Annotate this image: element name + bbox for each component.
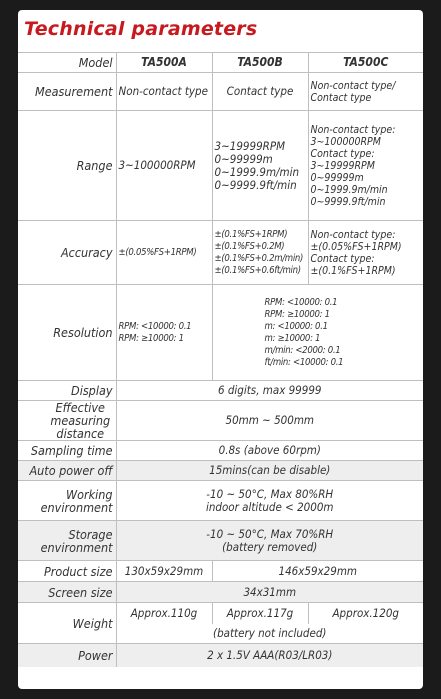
resolution-bc-line: ft/min: <10000: 0.1 [264, 356, 344, 368]
label-working: Working environment [18, 481, 116, 521]
storage-line: -10 ~ 50°C, Max 70%RH [206, 526, 334, 541]
resolution-bc-line: RPM: <10000: 0.1 [264, 296, 338, 308]
label-product-size: Product size [18, 561, 116, 582]
accuracy-b-line: ±(0.1%FS+0.6ft/min) [214, 264, 301, 276]
accuracy-c-line: Contact type: [310, 252, 375, 265]
storage-value [116, 521, 423, 561]
weight-a: Approx.110g [116, 603, 212, 624]
storage-line: (battery removed) [222, 539, 318, 554]
range-b-line: 0~1999.9m/min [214, 164, 300, 179]
working-value [116, 481, 423, 521]
row-sampling [18, 441, 423, 461]
label-storage: Storage environment [18, 521, 116, 561]
product-size-a: 130x59x29mm [116, 561, 212, 582]
accuracy-c [308, 221, 423, 285]
range-c-line: 3~19999RPM [310, 159, 375, 172]
label-model: Model [18, 53, 116, 73]
auto-off-value: 15mins(can be disable) [116, 461, 423, 481]
resolution-a-line: RPM: <10000: 0.1 [118, 320, 192, 332]
label-display: Display [18, 381, 116, 401]
label-resolution: Resolution [18, 285, 116, 381]
model-a: TA500A [116, 53, 212, 73]
range-c-line: 0~9999.9ft/min [310, 195, 386, 208]
accuracy-a: ±(0.05%FS+1RPM) [116, 221, 212, 285]
label-screen-size: Screen size [18, 582, 116, 603]
power-value: 2 x 1.5V AAA(R03/LR03) [116, 644, 423, 667]
range-b [212, 111, 308, 221]
accuracy-c-line: ±(0.1%FS+1RPM) [310, 264, 396, 277]
resolution-bc [212, 285, 423, 381]
accuracy-c-line: ±(0.05%FS+1RPM) [310, 240, 402, 253]
model-b: TA500B [212, 53, 308, 73]
row-working [18, 481, 423, 521]
working-line: -10 ~ 50°C, Max 80%RH [206, 486, 334, 501]
range-c-line: 3~100000RPM [310, 135, 381, 148]
row-distance [18, 401, 423, 441]
accuracy-b-line: ±(0.1%FS+0.2m/min) [214, 252, 304, 264]
range-c-line: Contact type: [310, 147, 375, 160]
accuracy-c-line: Non-contact type: [310, 228, 396, 241]
weight-note: (battery not included) [116, 624, 423, 644]
model-c: TA500C [308, 53, 423, 73]
weight-b: Approx.117g [212, 603, 308, 624]
resolution-bc-line: m: <10000: 0.1 [264, 320, 328, 332]
resolution-a-line: RPM: ≥10000: 1 [118, 332, 184, 344]
screen-size-value: 34x31mm [116, 582, 423, 603]
row-accuracy [18, 221, 423, 285]
label-range: Range [18, 111, 116, 221]
range-b-line: 3~19999RPM [214, 138, 286, 153]
product-size-bc: 146x59x29mm [212, 561, 423, 582]
sampling-value: 0.8s (above 60rpm) [116, 441, 423, 461]
row-weight [18, 603, 423, 624]
label-measurement: Measurement [18, 73, 116, 111]
range-a: 3~100000RPM [116, 111, 212, 221]
row-display [18, 381, 423, 401]
resolution-a [116, 285, 212, 381]
row-measurement [18, 73, 423, 111]
row-resolution [18, 285, 423, 381]
resolution-bc-line: RPM: ≥10000: 1 [264, 308, 330, 320]
measurement-b: Contact type [212, 73, 308, 111]
row-power [18, 644, 423, 667]
row-model [18, 53, 423, 73]
row-screen-size [18, 582, 423, 603]
label-auto-off: Auto power off [18, 461, 116, 481]
label-accuracy: Accuracy [18, 221, 116, 285]
range-c-line: 0~99999m [310, 171, 364, 184]
measurement-c: Non-contact type/ Contact type [308, 73, 423, 111]
spec-table [18, 52, 423, 667]
row-storage [18, 521, 423, 561]
weight-c: Approx.120g [308, 603, 423, 624]
distance-value: 50mm ~ 500mm [116, 401, 423, 441]
range-c-line: Non-contact type: [310, 123, 396, 136]
spec-sheet [18, 10, 423, 689]
label-weight: Weight [18, 603, 116, 644]
resolution-bc-line: m/min: <2000: 0.1 [264, 344, 341, 356]
display-value: 6 digits, max 99999 [116, 381, 423, 401]
range-c [308, 111, 423, 221]
row-auto-off [18, 461, 423, 481]
label-distance: Effective measuring distance [18, 401, 116, 441]
row-range [18, 111, 423, 221]
page-title: Technical parameters [24, 18, 258, 40]
resolution-bc-line: m: ≥10000: 1 [264, 332, 321, 344]
working-line: indoor altitude < 2000m [205, 499, 334, 514]
range-c-line: 0~1999.9m/min [310, 183, 388, 196]
range-b-line: 0~99999m [214, 151, 273, 166]
label-sampling: Sampling time [18, 441, 116, 461]
row-product-size [18, 561, 423, 582]
range-b-line: 0~9999.9ft/min [214, 177, 297, 192]
accuracy-b-line: ±(0.1%FS+1RPM) [214, 228, 288, 240]
measurement-a: Non-contact type [116, 73, 212, 111]
accuracy-b [212, 221, 308, 285]
label-power: Power [18, 644, 116, 667]
accuracy-b-line: ±(0.1%FS+0.2M) [214, 240, 285, 252]
